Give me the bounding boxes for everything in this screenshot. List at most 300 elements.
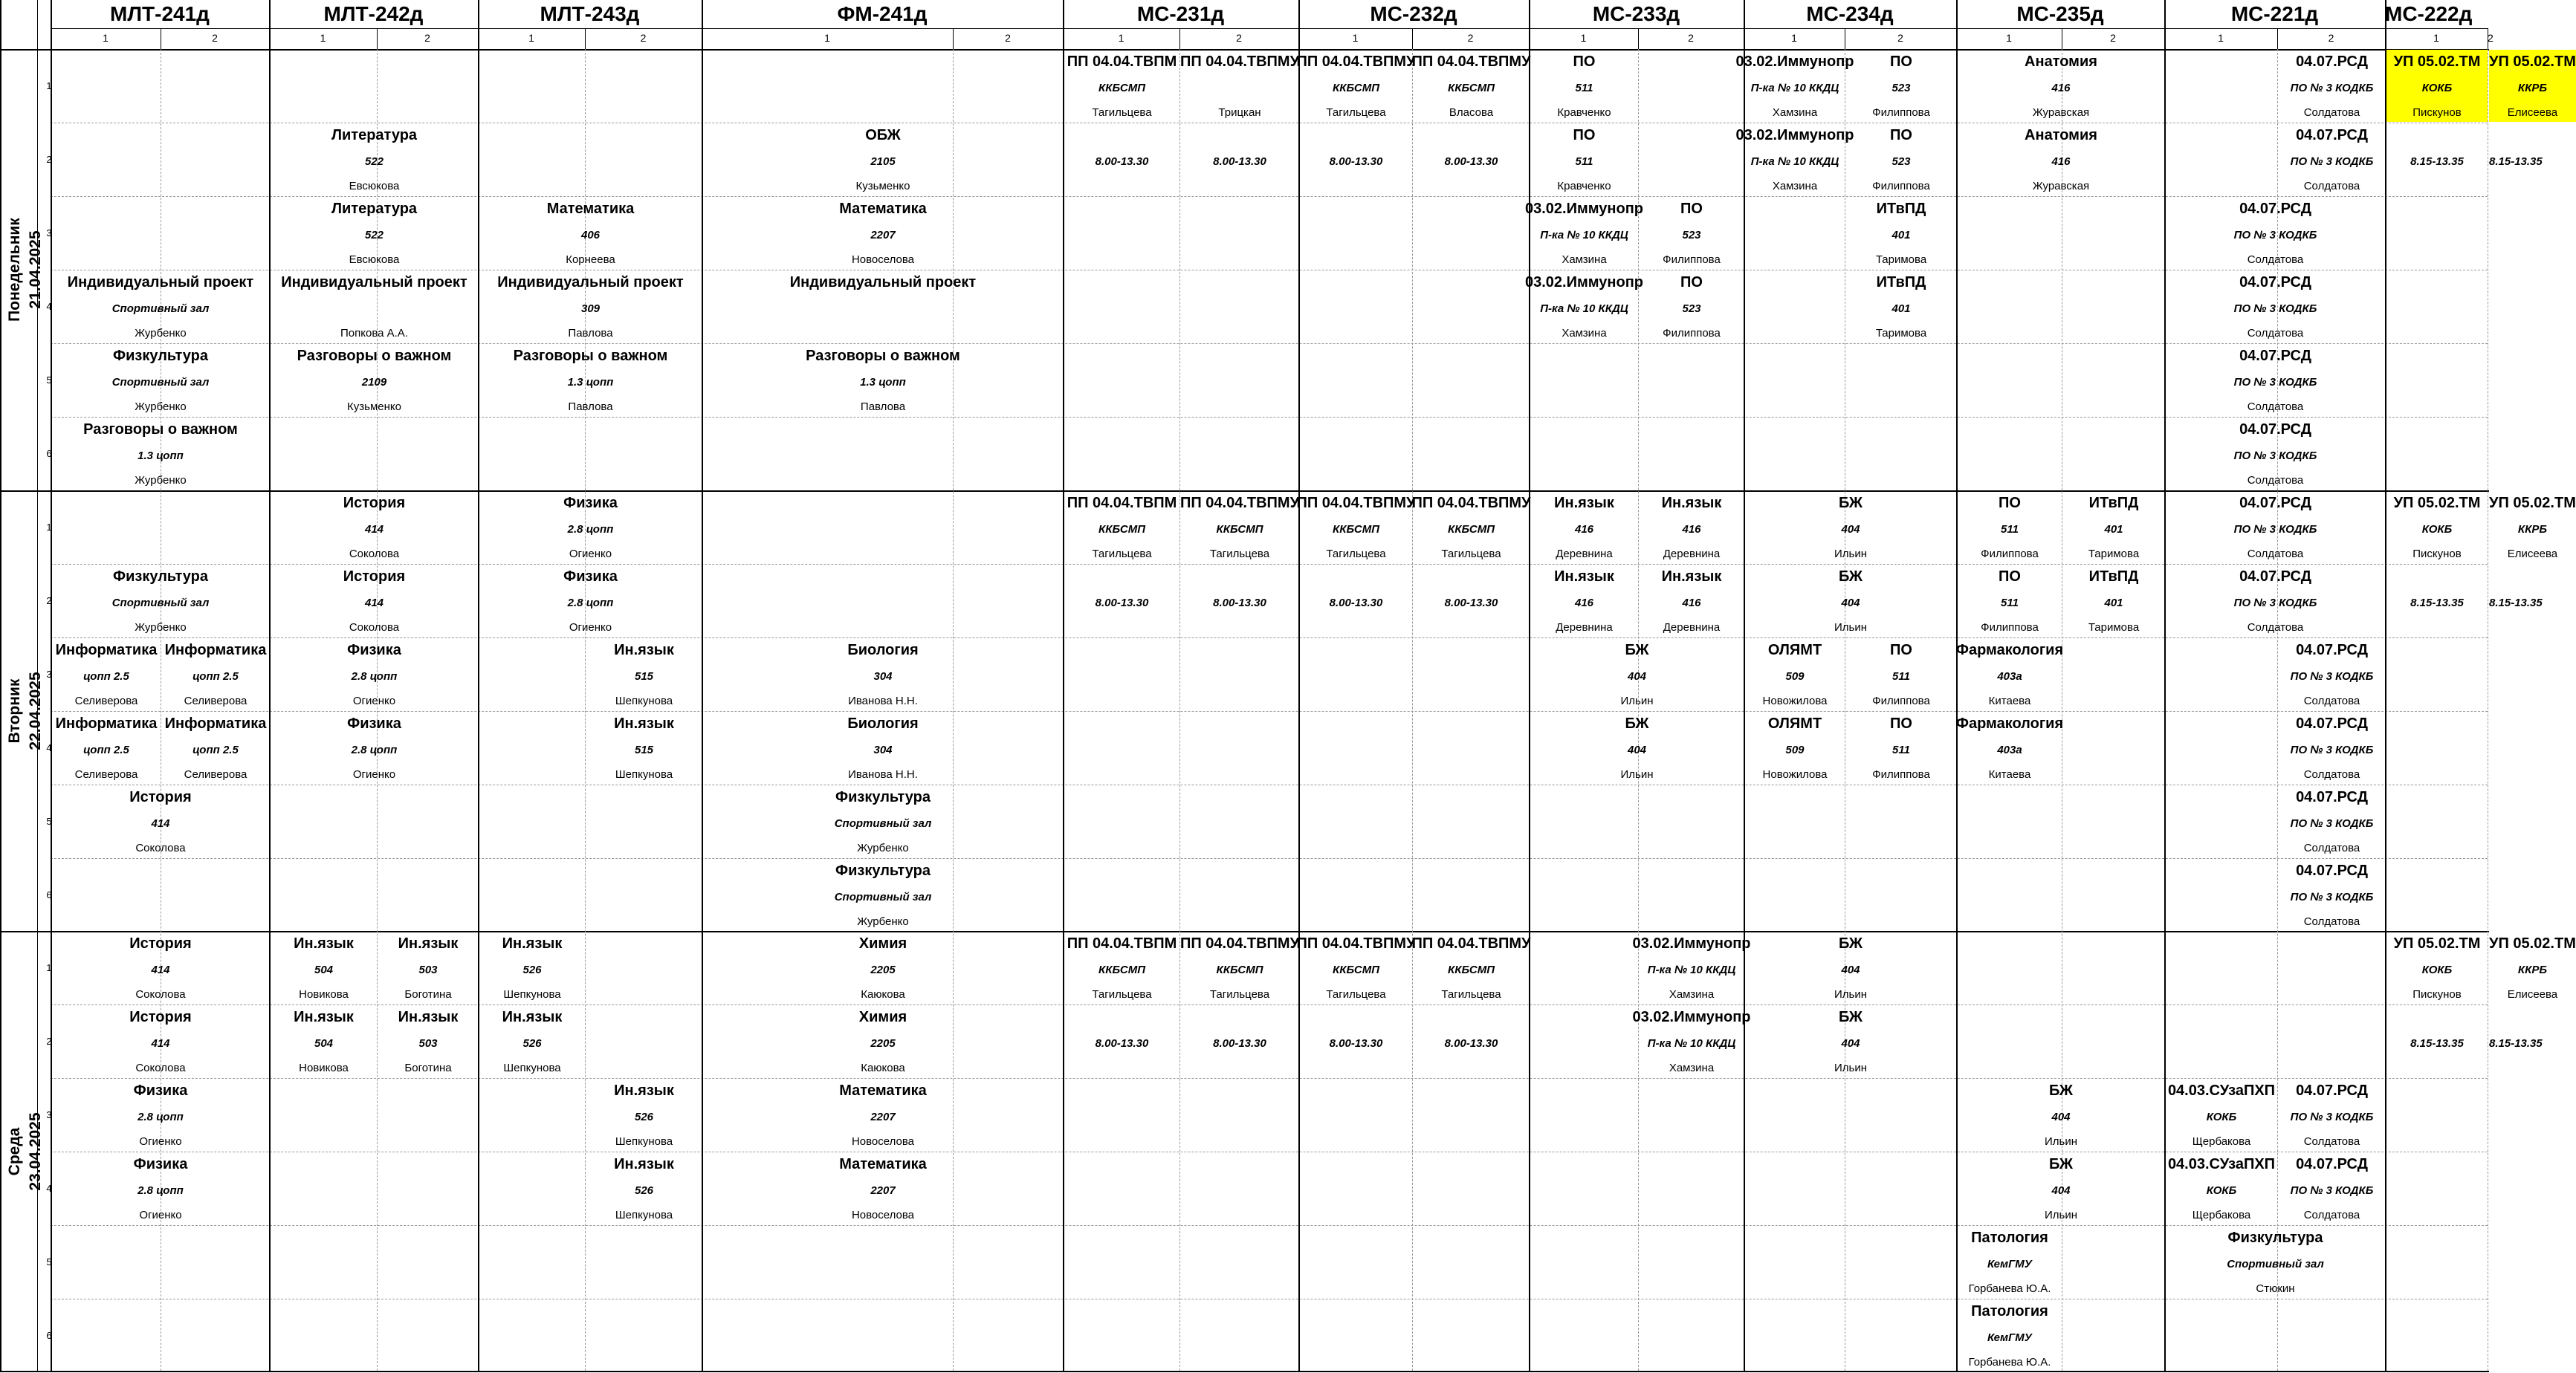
lesson-cell[interactable] [52, 1005, 269, 1077]
lesson-teacher: Филиппова [1663, 327, 1721, 340]
lesson-cell[interactable] [271, 270, 478, 343]
lesson-cell[interactable] [162, 638, 269, 710]
lesson-cell[interactable] [2279, 785, 2385, 857]
lesson-subject [1469, 1008, 1474, 1026]
lesson-cell[interactable] [1955, 712, 2064, 784]
day-name: Вторник [6, 678, 23, 744]
lesson-subject: 04.07.РСД [2239, 348, 2311, 364]
lesson-cell[interactable] [1064, 123, 1179, 195]
lesson-cell[interactable] [271, 638, 478, 710]
lesson-teacher: Огиенко [352, 768, 396, 781]
lesson-cell[interactable] [703, 638, 1063, 710]
lesson-subject: Ин.язык [294, 935, 354, 952]
lesson-teacher: Хамзина [1669, 1062, 1715, 1074]
lesson-cell[interactable] [2386, 932, 2488, 1004]
lesson-room: 416 [1682, 596, 1701, 609]
lesson-cell[interactable] [586, 712, 702, 784]
lesson-cell[interactable] [703, 932, 1063, 1004]
lesson-teacher: Ильин [2044, 1209, 2077, 1221]
lesson-room: 401 [2104, 596, 2123, 609]
lesson-room: ПО № 3 КОДКБ [2233, 596, 2317, 609]
lesson-room: 8.00-13.30 [1329, 155, 1383, 168]
lesson-cell[interactable] [1181, 50, 1298, 122]
lesson-subject [1354, 1008, 1359, 1026]
lesson-cell[interactable] [271, 932, 377, 1004]
lesson-cell[interactable] [1064, 565, 1179, 637]
period-number: 4 [46, 301, 52, 312]
lesson-subject: ИТвПД [2088, 568, 2139, 585]
lesson-teacher: Деревнина [1556, 621, 1613, 634]
lesson-subject: Ин.язык [294, 1009, 354, 1025]
lesson-cell[interactable] [1524, 197, 1644, 269]
lesson-cell[interactable] [271, 197, 478, 269]
lesson-teacher: Филиппова [1872, 106, 1930, 119]
lesson-cell[interactable] [586, 1152, 702, 1224]
lesson-teacher: Каюкова [861, 1062, 905, 1074]
lesson-teacher: Таримова [1875, 327, 1927, 340]
lesson-cell[interactable] [2063, 565, 2164, 637]
lesson-subject: УП 05.02.ТМ [2489, 495, 2576, 511]
lesson-cell[interactable] [1300, 565, 1412, 637]
lesson-cell[interactable] [162, 712, 269, 784]
period-number: 2 [46, 595, 52, 606]
period-number: 2 [46, 1036, 52, 1047]
lesson-cell[interactable] [52, 1079, 269, 1151]
lesson-cell[interactable] [2489, 491, 2576, 563]
lesson-room: 523 [1682, 302, 1701, 315]
lesson-cell[interactable] [1640, 197, 1744, 269]
lesson-room: 8.00-13.30 [1213, 596, 1266, 609]
lesson-cell[interactable] [2166, 491, 2385, 563]
lesson-cell[interactable] [1958, 1152, 2164, 1224]
lesson-cell[interactable] [1640, 491, 1744, 563]
lesson-cell[interactable] [1958, 491, 2062, 563]
lesson-teacher: Шепкунова [615, 1209, 673, 1221]
lesson-cell[interactable] [1632, 1005, 1751, 1077]
lesson-subject: Ин.язык [614, 642, 674, 658]
lesson-cell[interactable] [1846, 197, 1956, 269]
lesson-subject: Математика [839, 201, 927, 217]
lesson-subject: ОБЖ [865, 127, 901, 143]
lesson-cell[interactable] [52, 565, 269, 637]
lesson-cell[interactable] [1064, 1005, 1179, 1077]
lesson-cell[interactable] [271, 565, 478, 637]
lesson-subject: 03.02.Иммунопр [1632, 1009, 1751, 1025]
lesson-cell[interactable] [2386, 123, 2488, 195]
lesson-room: 522 [364, 228, 384, 241]
lesson-cell[interactable] [2063, 491, 2164, 563]
lesson-teacher: Ильин [1620, 695, 1654, 707]
lesson-subject: ПП 04.04.ТВПМУ [1179, 935, 1300, 952]
lesson-cell[interactable] [479, 565, 702, 637]
lesson-teacher: Иванова Н.Н. [848, 768, 918, 781]
lesson-subject: Математика [839, 1083, 927, 1099]
lesson-cell[interactable] [586, 1079, 702, 1151]
period-divider [51, 1225, 2488, 1226]
lesson-cell[interactable] [378, 932, 478, 1004]
lesson-cell[interactable] [1530, 123, 1638, 195]
lesson-teacher: Соколова [349, 621, 400, 634]
period-number: 3 [46, 1109, 52, 1120]
lesson-cell[interactable] [1064, 50, 1179, 122]
lesson-cell[interactable] [271, 712, 478, 784]
lesson-cell[interactable] [1181, 932, 1298, 1004]
lesson-subject: ПП 04.04.ТВПМУ [1296, 935, 1416, 952]
lesson-room: 416 [1682, 522, 1701, 536]
lesson-cell[interactable] [703, 123, 1063, 195]
lesson-cell[interactable] [586, 638, 702, 710]
lesson-room: 511 [1575, 81, 1593, 94]
lesson-cell[interactable] [52, 932, 269, 1004]
lesson-cell[interactable] [1640, 270, 1744, 343]
lesson-room: ПО № 3 КОДКБ [2290, 890, 2374, 903]
lesson-teacher: Тагильцева [1326, 548, 1386, 560]
lesson-cell[interactable] [2166, 1079, 2277, 1151]
lesson-cell[interactable] [271, 344, 478, 416]
lesson-cell[interactable] [479, 197, 702, 269]
lesson-teacher: Корнеева [566, 253, 615, 266]
lesson-cell[interactable] [1414, 1005, 1529, 1077]
lesson-cell[interactable] [2386, 491, 2488, 563]
lesson-cell[interactable] [1745, 712, 1845, 784]
lesson-subject: Физкультура [113, 348, 208, 364]
lesson-cell[interactable] [52, 1152, 269, 1224]
lesson-cell[interactable] [1064, 491, 1179, 563]
lesson-cell[interactable] [479, 491, 702, 563]
lesson-teacher [2514, 179, 2517, 194]
lesson-cell[interactable] [2386, 565, 2488, 637]
lesson-cell[interactable] [378, 1005, 478, 1077]
lesson-teacher: Тагильцева [1092, 548, 1152, 560]
lesson-room: ПО № 3 КОДКБ [2233, 449, 2317, 462]
day-date: 22.04.2025 [27, 672, 44, 750]
lesson-room: 8.15-13.35 [2410, 1036, 2464, 1050]
lesson-cell[interactable] [2279, 1079, 2385, 1151]
lesson-room: П-ка № 10 ККДЦ [1750, 81, 1839, 94]
lesson-subject: Индивидуальный проект [281, 274, 467, 290]
lesson-room: 8.15-13.35 [2489, 1036, 2543, 1050]
lesson-subject: БЖ [1625, 642, 1649, 658]
lesson-teacher: Деревнина [1663, 621, 1721, 634]
lesson-cell[interactable] [1958, 123, 2164, 195]
lesson-room: ПО № 3 КОДКБ [2290, 817, 2374, 830]
lesson-subject: ПП 04.04.ТВПМ [1067, 935, 1177, 952]
lesson-teacher: Тагильцева [1441, 548, 1501, 560]
lesson-teacher [881, 326, 884, 341]
lesson-room: 515 [634, 743, 654, 756]
lesson-cell[interactable] [1735, 50, 1854, 122]
lesson-cell[interactable] [52, 712, 161, 784]
lesson-cell[interactable] [52, 270, 269, 343]
lesson-cell[interactable] [1296, 50, 1416, 122]
header-divider [51, 28, 2488, 29]
lesson-subject: Индивидуальный проект [789, 274, 977, 290]
lesson-room: 8.00-13.30 [1095, 1036, 1149, 1050]
lesson-teacher: Солдатова [2303, 1135, 2360, 1148]
lesson-subject: Ин.язык [614, 1083, 674, 1099]
lesson-room: 403а [1997, 669, 2022, 683]
lesson-teacher: Деревнина [1556, 548, 1613, 560]
lesson-cell[interactable] [271, 1005, 377, 1077]
lesson-teacher: Селиверова [184, 768, 247, 781]
lesson-room: цопп 2.5 [192, 669, 239, 683]
lesson-subject: Разговоры о важном [513, 348, 668, 364]
lesson-room: ККБСМП [1333, 81, 1379, 94]
lesson-teacher [1238, 1061, 1241, 1076]
lesson-room: 515 [634, 669, 654, 683]
lesson-subject: УП 05.02.ТМ [2393, 935, 2481, 952]
lesson-subject: БЖ [2049, 1083, 2073, 1099]
lesson-subject: ПО [1573, 53, 1596, 70]
lesson-teacher: Новикова [299, 1062, 349, 1074]
lesson-room: 401 [1891, 228, 1911, 241]
lesson-cell[interactable] [2166, 418, 2385, 490]
lesson-room: 8.00-13.30 [1095, 596, 1149, 609]
lesson-cell[interactable] [2279, 712, 2385, 784]
lesson-room: 523 [1891, 81, 1911, 94]
lesson-cell[interactable] [1181, 1005, 1298, 1077]
lesson-cell[interactable] [271, 123, 478, 195]
lesson-cell[interactable] [52, 418, 269, 490]
lesson-room: цопп 2.5 [83, 669, 129, 683]
lesson-subject: Химия [858, 1009, 907, 1025]
lesson-cell[interactable] [1640, 565, 1744, 637]
lesson-cell[interactable] [1846, 270, 1956, 343]
lesson-subject [2435, 126, 2439, 144]
group-border [1063, 0, 1064, 1372]
lesson-cell[interactable] [1300, 1005, 1412, 1077]
lesson-cell[interactable] [2489, 123, 2543, 195]
lesson-cell[interactable] [52, 344, 269, 416]
lesson-cell[interactable] [1745, 638, 1845, 710]
lesson-subject: ПП 04.04.ТВПМУ [1179, 53, 1300, 70]
lesson-cell[interactable] [1181, 565, 1298, 637]
lesson-cell[interactable] [2386, 50, 2488, 122]
lesson-cell[interactable] [1181, 123, 1298, 195]
lesson-cell[interactable] [2166, 1226, 2385, 1298]
lesson-room: ПО № 3 КОДКБ [2290, 1110, 2374, 1123]
lesson-subject: Ин.язык [1554, 568, 1614, 585]
lesson-cell[interactable] [2166, 270, 2385, 343]
lesson-room: П-ка № 10 ККДЦ [1540, 302, 1628, 315]
subgroup-border [1412, 49, 1413, 1371]
lesson-cell[interactable] [479, 932, 585, 1004]
lesson-cell[interactable] [1846, 123, 1956, 195]
lesson-teacher: Огиенко [139, 1135, 182, 1148]
lesson-subject: ИТвПД [1876, 274, 1926, 290]
lesson-cell[interactable] [479, 344, 702, 416]
lesson-cell[interactable] [1064, 932, 1179, 1004]
lesson-cell[interactable] [1530, 491, 1638, 563]
group-header: МЛТ-241д [110, 2, 210, 25]
lesson-room: 414 [364, 522, 384, 536]
lesson-cell[interactable] [1300, 123, 1412, 195]
lesson-subject: ПП 04.04.ТВПМУ [1296, 53, 1416, 70]
lesson-room: 2207 [870, 1184, 896, 1197]
lesson-subject [2514, 126, 2518, 144]
lesson-cell[interactable] [2166, 565, 2385, 637]
lesson-cell[interactable] [1958, 1299, 2062, 1372]
lesson-cell[interactable] [703, 1079, 1063, 1151]
lesson-cell[interactable] [1846, 50, 1956, 122]
lesson-subject: Ин.язык [502, 935, 563, 952]
lesson-room: 504 [314, 963, 334, 976]
lesson-teacher: Кузьменко [855, 180, 910, 192]
lesson-teacher: Шепкунова [503, 988, 561, 1001]
lesson-room: 2.8 цопп [351, 669, 398, 683]
lesson-teacher: Солдатова [2247, 253, 2304, 266]
lesson-teacher: Журавская [2032, 180, 2090, 192]
subgroup-number: 1 [2006, 32, 2012, 44]
lesson-subject: ПО [1890, 642, 1912, 658]
lesson-cell[interactable] [703, 859, 1063, 931]
group-header: МС-222д [2385, 2, 2473, 25]
lesson-room: 416 [2051, 155, 2071, 168]
lesson-cell[interactable] [479, 270, 702, 343]
lesson-cell[interactable] [1530, 638, 1744, 710]
period-number: 5 [46, 374, 52, 386]
lesson-cell[interactable] [703, 785, 1063, 857]
lesson-cell[interactable] [2279, 859, 2385, 931]
lesson-cell[interactable] [1632, 932, 1751, 1004]
lesson-cell[interactable] [1414, 565, 1529, 637]
group-header: МС-233д [1592, 2, 1680, 25]
lesson-room: П-ка № 10 ККДЦ [1647, 963, 1736, 976]
lesson-subject: 04.07.РСД [2239, 495, 2311, 511]
lesson-cell[interactable] [703, 712, 1063, 784]
lesson-teacher: Новоселова [851, 253, 915, 266]
lesson-cell[interactable] [1958, 1226, 2062, 1298]
sheet-bottom-border [0, 1371, 2489, 1372]
lesson-room: П-ка № 10 ККДЦ [1647, 1036, 1736, 1050]
lesson-cell[interactable] [1745, 1005, 1956, 1077]
lesson-cell[interactable] [2489, 932, 2576, 1004]
period-number: 6 [46, 1330, 52, 1341]
lesson-cell[interactable] [1524, 270, 1644, 343]
lesson-subject: 03.02.Иммунопр [1735, 127, 1854, 143]
lesson-cell[interactable] [479, 1005, 585, 1077]
lesson-teacher [2436, 1061, 2439, 1076]
lesson-cell[interactable] [2166, 197, 2385, 269]
lesson-cell[interactable] [1411, 932, 1531, 1004]
lesson-teacher: Солдатова [2247, 400, 2304, 413]
lesson-room: 1.3 цопп [567, 375, 614, 389]
lesson-cell[interactable] [2279, 1152, 2385, 1224]
lesson-room [881, 302, 884, 317]
lesson-cell[interactable] [1181, 491, 1298, 563]
lesson-cell[interactable] [271, 491, 478, 563]
lesson-subject: Ин.язык [398, 935, 459, 952]
lesson-cell[interactable] [2279, 123, 2385, 195]
period-number: 5 [46, 1256, 52, 1267]
lesson-subject: ИТвПД [2088, 495, 2139, 511]
lesson-cell[interactable] [52, 785, 269, 857]
subgroup-number: 1 [2218, 32, 2224, 44]
lesson-cell[interactable] [2279, 638, 2385, 710]
lesson-cell[interactable] [703, 344, 1063, 416]
period-number: 6 [46, 448, 52, 459]
lesson-cell[interactable] [1958, 1079, 2164, 1151]
lesson-cell[interactable] [1745, 932, 1956, 1004]
lesson-cell[interactable] [703, 197, 1063, 269]
lesson-cell[interactable] [2166, 1152, 2277, 1224]
period-number: 2 [46, 154, 52, 165]
lesson-cell[interactable] [1846, 638, 1956, 710]
lesson-cell[interactable] [1958, 565, 2062, 637]
lesson-subject: Физкультура [835, 863, 931, 879]
lesson-room: 8.00-13.30 [1329, 1036, 1383, 1050]
lesson-cell[interactable] [1958, 50, 2164, 122]
lesson-cell[interactable] [1296, 932, 1416, 1004]
lesson-room: 404 [1841, 963, 1860, 976]
lesson-cell[interactable] [2166, 344, 2385, 416]
lesson-cell[interactable] [1530, 50, 1638, 122]
lesson-cell[interactable] [1530, 565, 1638, 637]
lesson-room: 8.15-13.35 [2410, 596, 2464, 609]
subgroup-number: 1 [1118, 32, 1124, 44]
lesson-teacher [2514, 1061, 2517, 1076]
lesson-cell[interactable] [1530, 712, 1744, 784]
lesson-room [372, 302, 375, 317]
lesson-subject: БЖ [1839, 568, 1863, 585]
group-border [1298, 0, 1300, 1372]
lesson-cell[interactable] [1735, 123, 1854, 195]
lesson-teacher: Деревнина [1663, 548, 1721, 560]
lesson-teacher: Новоселова [851, 1209, 915, 1221]
lesson-cell[interactable] [1411, 491, 1531, 563]
lesson-cell[interactable] [2489, 1005, 2543, 1077]
lesson-cell[interactable] [2386, 1005, 2488, 1077]
lesson-room: КемГМУ [1987, 1331, 2032, 1344]
lesson-room: 511 [1575, 155, 1593, 168]
subgroup-number: 1 [2433, 32, 2439, 44]
lesson-subject [1120, 1008, 1124, 1026]
subgroup-number: 2 [2110, 32, 2116, 44]
lesson-cell[interactable] [703, 1152, 1063, 1224]
lesson-cell[interactable] [1745, 565, 1956, 637]
lesson-cell[interactable] [1411, 50, 1531, 122]
lesson-cell[interactable] [1296, 491, 1416, 563]
lesson-teacher: Селиверова [74, 768, 138, 781]
lesson-cell[interactable] [2489, 50, 2576, 122]
lesson-cell[interactable] [703, 270, 1063, 343]
lesson-teacher [1469, 1061, 1472, 1076]
lesson-cell[interactable] [52, 638, 161, 710]
lesson-teacher: Тагильцева [1092, 988, 1152, 1001]
lesson-teacher: Соколова [135, 988, 186, 1001]
lesson-room: 416 [1574, 596, 1594, 609]
lesson-teacher: Солдатова [2303, 695, 2360, 707]
lesson-room: 503 [418, 963, 438, 976]
lesson-cell[interactable] [2279, 50, 2385, 122]
lesson-cell[interactable] [2489, 565, 2543, 637]
lesson-subject: Математика [546, 201, 635, 217]
lesson-room: ККБСМП [1448, 81, 1495, 94]
lesson-cell[interactable] [1846, 712, 1956, 784]
lesson-cell[interactable] [1955, 638, 2064, 710]
group-header: МС-232д [1370, 2, 1457, 25]
lesson-teacher [1120, 179, 1123, 194]
lesson-cell[interactable] [1745, 491, 1956, 563]
lesson-cell[interactable] [1414, 123, 1529, 195]
subgroup-number: 2 [424, 32, 430, 44]
lesson-room: 404 [2051, 1110, 2071, 1123]
lesson-teacher: Тагильцева [1209, 548, 1270, 560]
lesson-teacher: Шепкунова [503, 1062, 561, 1074]
lesson-room: ПО № 3 КОДКБ [2290, 743, 2374, 756]
lesson-cell[interactable] [703, 1005, 1063, 1077]
lesson-teacher: Власова [1449, 106, 1494, 119]
